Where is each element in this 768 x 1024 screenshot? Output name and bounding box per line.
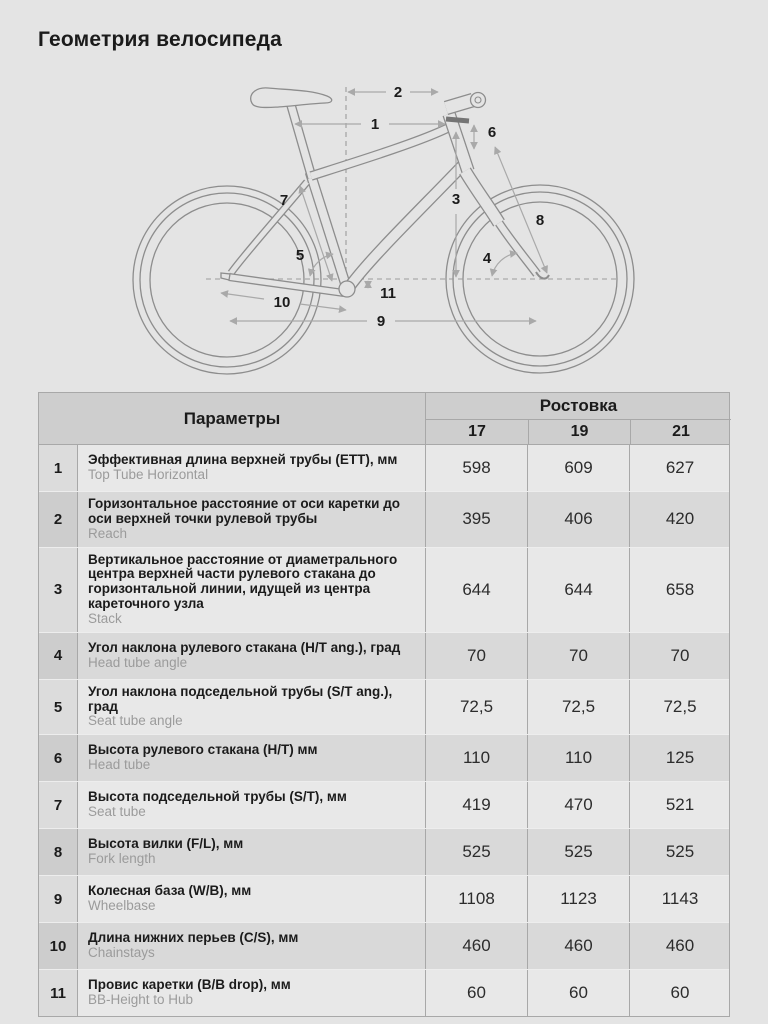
value-19: 70 (527, 633, 629, 679)
size-header-cell: Ростовка (426, 393, 731, 420)
param-description (77, 445, 425, 491)
value-17: 70 (425, 633, 527, 679)
row-number: 9 (39, 876, 77, 922)
table-row (39, 828, 729, 875)
row-number: 4 (39, 633, 77, 679)
value-17: 60 (425, 970, 527, 1016)
table-row (39, 547, 729, 632)
param-name-ru: Высота вилки (F/L), мм (88, 836, 244, 852)
size-col-19: 19 (528, 420, 630, 444)
saddle (251, 88, 332, 108)
value-21: 125 (629, 735, 730, 781)
param-name-ru: Длина нижних перьев (C/S), мм (88, 930, 299, 946)
headset-band (446, 119, 469, 121)
value-17: 460 (425, 923, 527, 969)
value-19: 60 (527, 970, 629, 1016)
value-21: 627 (629, 445, 730, 491)
value-21: 525 (629, 829, 730, 875)
param-name-ru: Провис каретки (B/B drop), мм (88, 977, 291, 993)
value-19: 609 (527, 445, 629, 491)
row-number: 2 (39, 492, 77, 547)
param-name-en: Top Tube Horizontal (88, 467, 209, 482)
param-name-ru: Вертикальное расстояние от диаметрального центра верхней части рулевого стакана до горизонтальной линии, идущей из центра кареточного узла (88, 551, 398, 612)
param-description (77, 735, 425, 781)
value-21: 420 (629, 492, 730, 547)
param-name-en: Wheelbase (88, 898, 156, 914)
dim-label-11: 11 (380, 285, 396, 302)
size-col-21: 21 (630, 420, 731, 444)
row-number: 5 (39, 680, 77, 735)
param-name-en: Stack (88, 610, 122, 626)
value-19: 72,5 (527, 680, 629, 735)
value-19: 644 (527, 548, 629, 632)
param-description (77, 876, 425, 922)
param-description (77, 782, 425, 828)
dim-label-8: 8 (535, 212, 545, 229)
geometry-table (38, 392, 730, 1017)
value-19: 460 (527, 923, 629, 969)
table-row (39, 781, 729, 828)
bike-frame (221, 88, 549, 297)
dimension-labels (274, 84, 545, 330)
value-21: 1143 (629, 876, 730, 922)
value-17: 525 (425, 829, 527, 875)
value-21: 70 (629, 633, 730, 679)
param-name-en: Fork length (88, 851, 156, 867)
row-number: 3 (39, 548, 77, 632)
size-columns (426, 420, 731, 444)
value-21: 60 (629, 970, 730, 1016)
table-row (39, 679, 729, 735)
dim-label-7: 7 (279, 192, 289, 209)
table-row (39, 491, 729, 547)
param-name-ru: Угол наклона подседельной трубы (S/T ang.), град (88, 683, 393, 714)
value-17: 72,5 (425, 680, 527, 735)
value-17: 419 (425, 782, 527, 828)
param-name-ru: Колесная база (W/B), мм (88, 883, 252, 899)
value-19: 525 (527, 829, 629, 875)
axis-dashed-lines (206, 87, 620, 289)
param-name-ru: Горизонтальное расстояние от оси каретки до оси верхней точки рулевой трубы (88, 496, 401, 526)
param-name-en: Head tube (88, 757, 151, 773)
dim-label-4: 4 (482, 250, 492, 267)
value-17: 395 (425, 492, 527, 547)
param-name-en: Chainstays (88, 945, 155, 961)
value-21: 521 (629, 782, 730, 828)
dim-label-3: 3 (451, 191, 461, 208)
param-name-ru: Эффективная длина верхней трубы (ETT), мм (88, 452, 398, 468)
handlebar-grip (471, 93, 486, 108)
table-row (39, 734, 729, 781)
param-header-cell: Параметры (183, 408, 281, 428)
param-name-ru: Высота подседельной трубы (S/T), мм (88, 789, 347, 805)
table-header (39, 393, 729, 444)
param-description (77, 970, 425, 1016)
param-description (77, 680, 425, 735)
row-number: 1 (39, 445, 77, 491)
value-17: 1108 (425, 876, 527, 922)
param-description (77, 492, 425, 547)
value-21: 460 (629, 923, 730, 969)
value-19: 110 (527, 735, 629, 781)
param-description (77, 633, 425, 679)
param-name-en: Seat tube angle (88, 713, 183, 729)
value-17: 644 (425, 548, 527, 632)
row-number: 7 (39, 782, 77, 828)
value-21: 658 (629, 548, 730, 632)
dim-label-2: 2 (393, 84, 403, 101)
param-name-en: Seat tube (88, 804, 146, 820)
dim-label-10: 10 (273, 294, 291, 311)
value-17: 598 (425, 445, 527, 491)
dim-label-9: 9 (376, 313, 386, 330)
param-name-en: Reach (88, 525, 128, 541)
value-17: 110 (425, 735, 527, 781)
table-row (39, 632, 729, 679)
bottom-bracket (339, 281, 355, 297)
dim-label-1: 1 (370, 116, 380, 133)
param-name-en: Head tube angle (88, 654, 188, 670)
row-number: 11 (39, 970, 77, 1016)
rear-dropout (221, 273, 230, 280)
param-description (77, 923, 425, 969)
size-header-group (425, 393, 731, 444)
size-col-17: 17 (468, 423, 486, 440)
value-19: 406 (527, 492, 629, 547)
table-row (39, 444, 729, 491)
table-row (39, 969, 729, 1016)
value-19: 470 (527, 782, 629, 828)
bike-geometry-diagram (0, 72, 768, 387)
param-description (77, 548, 425, 632)
param-name-en: BB-Height to Hub (88, 992, 194, 1008)
row-number: 10 (39, 923, 77, 969)
value-19: 1123 (527, 876, 629, 922)
value-21: 72,5 (629, 680, 730, 735)
param-description (77, 829, 425, 875)
page-title: Геометрия велосипеда (38, 28, 283, 51)
dim-label-6: 6 (487, 124, 497, 141)
table-row (39, 875, 729, 922)
table-row (39, 922, 729, 969)
param-name-ru: Угол наклона рулевого стакана (H/T ang.), град (88, 639, 401, 655)
row-number: 6 (39, 735, 77, 781)
dim-label-5: 5 (295, 247, 305, 264)
row-number: 8 (39, 829, 77, 875)
param-name-ru: Высота рулевого стакана (H/T) мм (88, 742, 318, 758)
